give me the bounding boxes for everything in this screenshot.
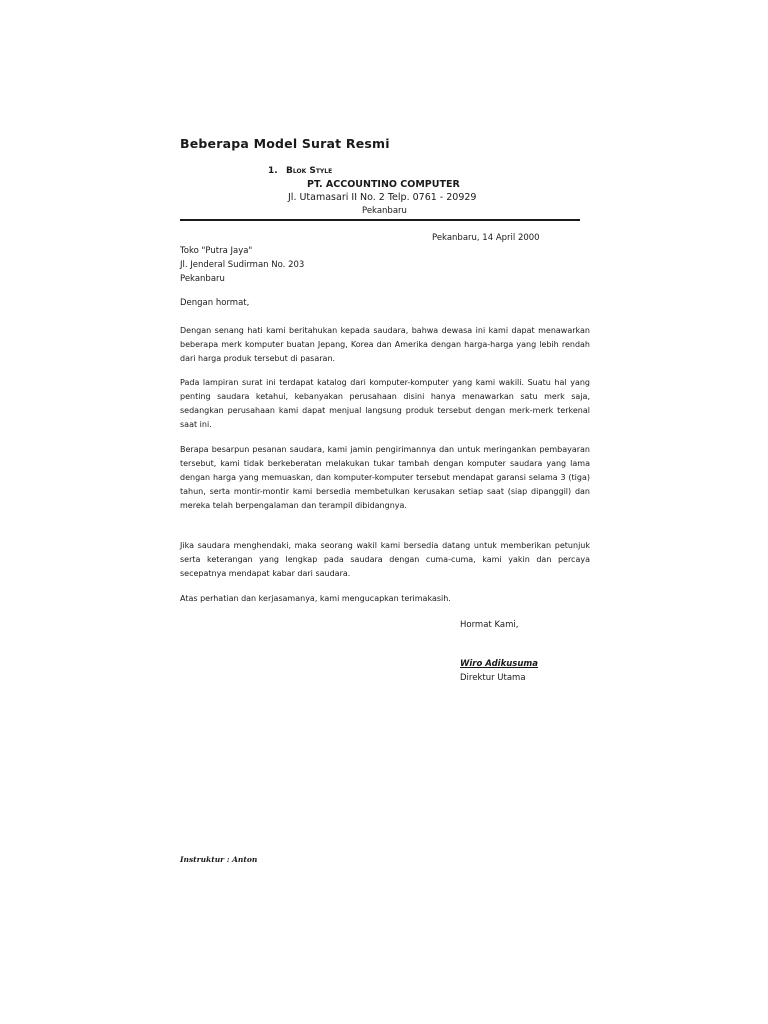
recipient-line: Pekanbaru — [180, 274, 225, 284]
letter-date: Pekanbaru, 14 April 2000 — [432, 233, 540, 243]
body-paragraph: Atas perhatian dan kerjasamanya, kami mengucapkan terimakasih. — [180, 594, 451, 603]
salutation: Dengan hormat, — [180, 298, 250, 308]
letterhead-divider — [180, 219, 580, 221]
company-address: Jl. Utamasari II No. 2 Telp. 0761 - 20929 — [288, 192, 477, 203]
section-label: Blok Style — [286, 166, 333, 176]
recipient-address — [180, 244, 304, 286]
signer-name: Wiro Adikusuma — [460, 659, 539, 669]
closing: Hormat Kami, — [460, 620, 519, 630]
recipient-line: Toko "Putra Jaya" — [180, 246, 253, 256]
body-paragraph: Pada lampiran surat ini terdapat katalog dari komputer-komputer yang kami wakili. Suatu hal yang penting saudara ketahui, kebanyakan perusahaan disini hanya menawarkan satu merk saja, sedangkan perusahaan kami dapat menjual langsung produk tersebut dengan merk-merk terkenal saat ini. — [180, 378, 590, 429]
signer-title: Direktur Utama — [460, 673, 526, 683]
recipient-line: Jl. Jenderal Sudirman No. 203 — [180, 260, 305, 270]
company-city: Pekanbaru — [362, 206, 407, 216]
body-paragraph: Jika saudara menghendaki, maka seorang wakil kami bersedia datang untuk memberikan petunjuk serta keterangan yang lengkap pada saudara dengan cuma-cuma, kami yakin dan percaya secepatnya mendapat kabar dari saudara. — [180, 541, 590, 578]
company-name: PT. ACCOUNTINO COMPUTER — [307, 179, 460, 190]
section-number: 1. — [268, 166, 278, 176]
footer-instructor: Instruktur : Anton — [180, 855, 258, 864]
body-paragraph: Dengan senang hati kami beritahukan kepada saudara, bahwa dewasa ini kami dapat menawarkan beberapa merk komputer buatan Jepang, Korea dan Amerika dengan harga-harga yang lebih rendah dari harga produk tersebut di pasaran. — [180, 326, 590, 363]
document-title: Beberapa Model Surat Resmi — [180, 136, 390, 151]
body-paragraph: Berapa besarpun pesanan saudara, kami jamin pengirimannya dan untuk meringankan pembayaran tersebut, kami tidak berkeberatan melakukan tukar tambah dengan komputer saudara yang lama dengan harga yang memuaskan, dan komputer-komputer tersebut mendapat garansi selama 3 (tiga) tahun, serta montir-montir kami bersedia membetulkan kerusakan setiap saat (siap dipanggil) dan mereka telah berpengalaman dan terampil dibidangnya. — [180, 445, 590, 510]
